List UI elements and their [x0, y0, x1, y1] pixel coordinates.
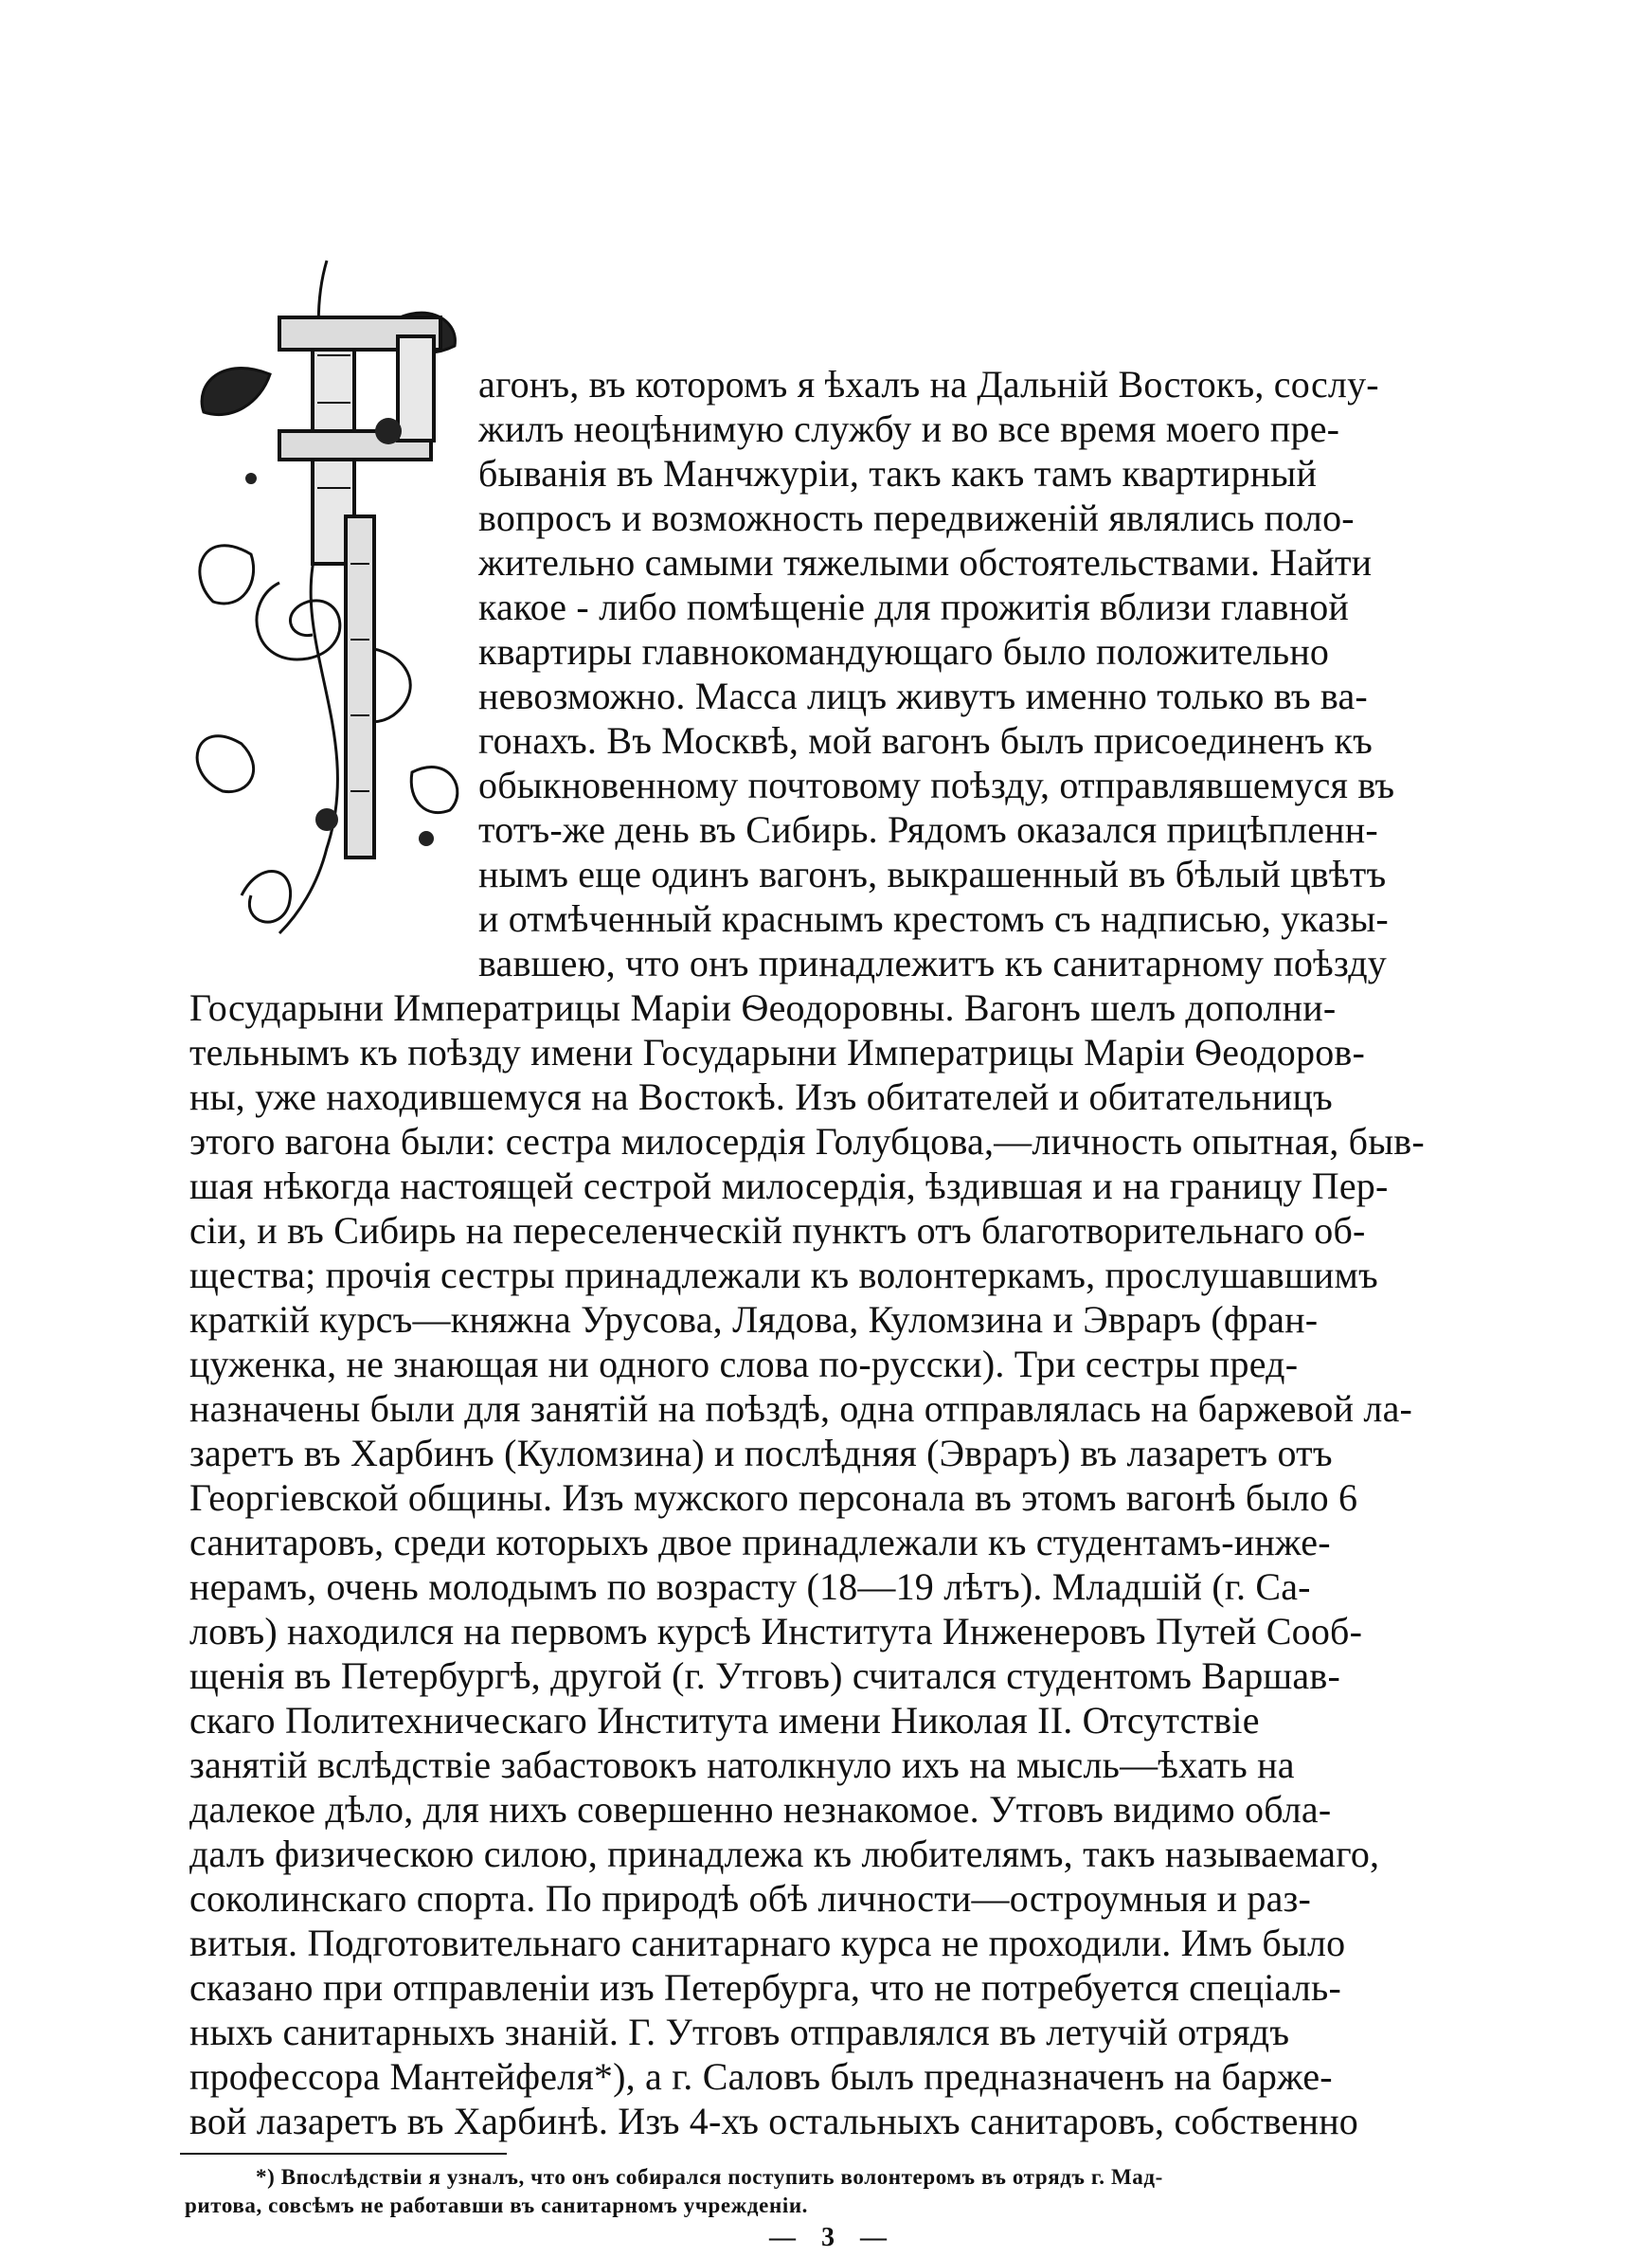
- body-line: тотъ-же день въ Сибирь. Рядомъ оказался прицѣпленн-: [478, 808, 1378, 851]
- body-line: краткій курсъ—княжна Урусова, Лядова, Куломзина и Эвраръ (фран-: [189, 1298, 1319, 1341]
- body-line: щенія въ Петербургѣ, другой (г. Утговъ) считался студентомъ Варшав-: [189, 1654, 1340, 1697]
- body-line: профессора Мантейфеля*), а г. Саловъ былъ предназначенъ на барже-: [189, 2055, 1333, 2098]
- body-line: ны, уже находившемуся на Востокѣ. Изъ обитателей и обитательницъ: [189, 1075, 1333, 1118]
- body-line: невозможно. Масса лицъ живутъ именно только въ ва-: [478, 675, 1368, 717]
- body-line: тельнымъ къ поѣзду имени Государыни Императрицы Маріи Ѳеодоров-: [189, 1031, 1365, 1074]
- body-line: жилъ неоцѣнимую службу и во все время моего пре-: [478, 407, 1340, 450]
- body-line: нерамъ, очень молодымъ по возрасту (18—19 лѣтъ). Младшій (г. Са-: [189, 1565, 1311, 1608]
- body-line: санитаровъ, среди которыхъ двое принадлежали къ студентамъ-инже-: [189, 1521, 1331, 1563]
- body-line: и отмѣченный краснымъ крестомъ съ надписью, указы-: [478, 897, 1389, 940]
- body-line: соколинскаго спорта. По природѣ обѣ личности—остроумныя и раз-: [189, 1877, 1312, 1920]
- body-line: цуженка, не знающая ни одного слова по-русски). Три сестры пред-: [189, 1343, 1299, 1385]
- body-line: какое - либо помѣщеніе для прожитія вблизи главной: [478, 586, 1350, 628]
- body-line: жительно самыми тяжелыми обстоятельствами. Найти: [478, 541, 1373, 584]
- page-number: — 3 —: [769, 2223, 896, 2252]
- body-line: вой лазаретъ въ Харбинѣ. Изъ 4-хъ остальныхъ санитаровъ, собственно: [189, 2100, 1359, 2142]
- body-line: вавшею, что онъ принадлежитъ къ санитарному поѣзду: [478, 942, 1388, 984]
- ornament-illustration: [185, 242, 488, 943]
- footnote-line: ритова, совсѣмъ не работавши въ санитарномъ учрежденіи.: [185, 2194, 809, 2217]
- body-line: витыя. Подготовительнаго санитарнаго курса не проходили. Имъ было: [189, 1922, 1346, 1964]
- body-line: сказано при отправленіи изъ Петербурга, что не потребуется спеціаль-: [189, 1966, 1341, 2009]
- body-line: Георгіевской общины. Изъ мужского персонала въ этомъ вагонѣ было 6: [189, 1476, 1358, 1519]
- body-line: Государыни Императрицы Маріи Ѳеодоровны. Вагонъ шелъ дополни-: [189, 986, 1337, 1029]
- footnote-line: *) Впослѣдствіи я узналъ, что онъ собирался поступить волонтеромъ въ отрядъ г. Мад-: [256, 2165, 1163, 2189]
- body-line: назначены были для занятій на поѣздѣ, одна отправлялась на баржевой ла-: [189, 1387, 1413, 1430]
- body-line: вопросъ и возможность передвиженій являлись поло-: [478, 497, 1355, 539]
- body-line: быванія въ Манчжуріи, такъ какъ тамъ квартирный: [478, 452, 1318, 495]
- footnote-separator: [180, 2153, 507, 2155]
- body-line: обыкновенному почтовому поѣзду, отправлявшемуся въ: [478, 764, 1395, 806]
- body-line: нымъ еще одинъ вагонъ, выкрашенный въ бѣлый цвѣтъ: [478, 853, 1387, 895]
- body-line: этого вагона были: сестра милосердія Голубцова,—личность опытная, быв-: [189, 1120, 1425, 1163]
- body-line: скаго Политехническаго Института имени Николая II. Отсутствіе: [189, 1699, 1260, 1742]
- body-line: агонъ, въ которомъ я ѣхалъ на Дальній Востокъ, сослу-: [478, 363, 1379, 406]
- decorative-initial-letter: [185, 242, 488, 943]
- body-line: занятій вслѣдствіе забастовокъ натолкнуло ихъ на мысль—ѣхать на: [189, 1743, 1295, 1786]
- body-line: ныхъ санитарныхъ знаній. Г. Утговъ отправлялся въ летучій отрядъ: [189, 2011, 1290, 2053]
- body-line: гонахъ. Въ Москвѣ, мой вагонъ былъ присоединенъ къ: [478, 719, 1374, 762]
- body-line: далъ физическою силою, принадлежа къ любителямъ, такъ называемаго,: [189, 1833, 1380, 1875]
- body-line: шая нѣкогда настоящей сестрой милосердія, ѣздившая и на границу Пер-: [189, 1165, 1389, 1207]
- body-line: щества; прочія сестры принадлежали къ волонтеркамъ, прослушавшимъ: [189, 1254, 1378, 1296]
- body-line: сіи, и въ Сибирь на переселенческій пунктъ отъ благотворительнаго об-: [189, 1209, 1366, 1252]
- body-line: далекое дѣло, для нихъ совершенно незнакомое. Утговъ видимо обла-: [189, 1788, 1332, 1831]
- body-line: квартиры главнокомандующаго было положительно: [478, 630, 1330, 673]
- body-line: ловъ) находился на первомъ курсѣ Института Инженеровъ Путей Сооб-: [189, 1610, 1363, 1652]
- body-line: заретъ въ Харбинъ (Куломзина) и послѣдняя (Эвраръ) въ лазаретъ отъ: [189, 1432, 1333, 1474]
